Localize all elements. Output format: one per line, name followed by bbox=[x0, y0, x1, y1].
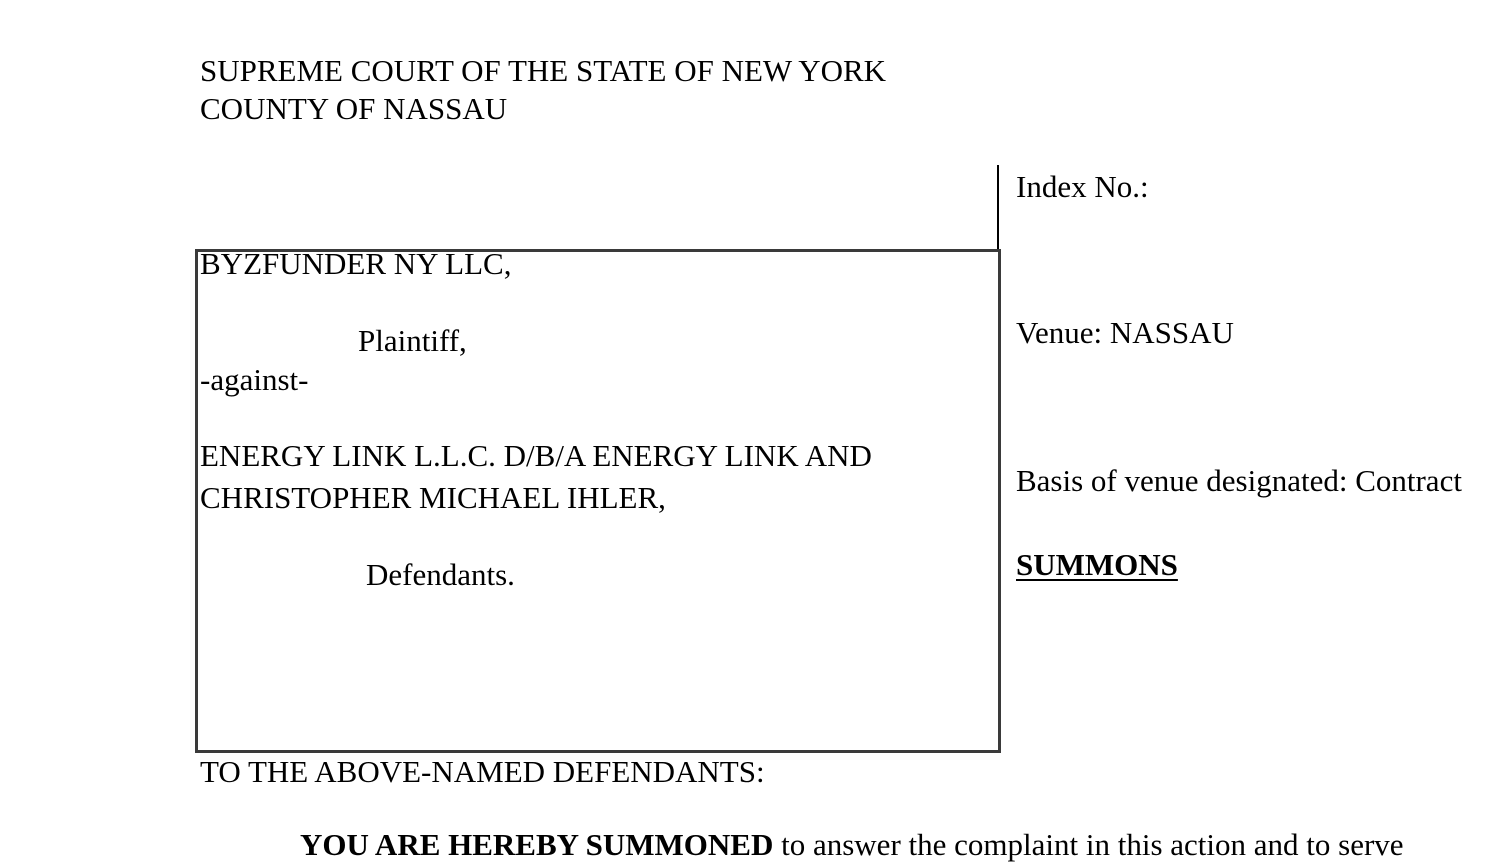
defendants-names-line2: CHRISTOPHER MICHAEL IHLER, bbox=[200, 480, 666, 515]
defendants-names-line1: ENERGY LINK L.L.C. D/B/A ENERGY LINK AND bbox=[200, 438, 872, 473]
county-name: COUNTY OF NASSAU bbox=[200, 91, 508, 126]
venue-label: Venue: NASSAU bbox=[1016, 315, 1234, 350]
venue-basis-label: Basis of venue designated: Contract bbox=[1016, 463, 1462, 498]
defendants-label: Defendants. bbox=[366, 557, 515, 592]
summons-bold-phrase: YOU ARE HEREBY SUMMONED bbox=[300, 827, 774, 862]
document-title: SUMMONS bbox=[1016, 547, 1178, 582]
against-label: -against- bbox=[200, 362, 309, 397]
index-number-label: Index No.: bbox=[1016, 169, 1149, 204]
summons-paragraph bbox=[300, 829, 1404, 860]
plaintiff-name: BYZFUNDER NY LLC, bbox=[200, 246, 512, 281]
court-name: SUPREME COURT OF THE STATE OF NEW YORK bbox=[200, 53, 887, 88]
caption-divider bbox=[997, 165, 999, 251]
addressee-line: TO THE ABOVE-NAMED DEFENDANTS: bbox=[200, 754, 765, 789]
plaintiff-label: Plaintiff, bbox=[358, 323, 467, 358]
summons-text: to answer the complaint in this action and to serve bbox=[773, 827, 1404, 862]
